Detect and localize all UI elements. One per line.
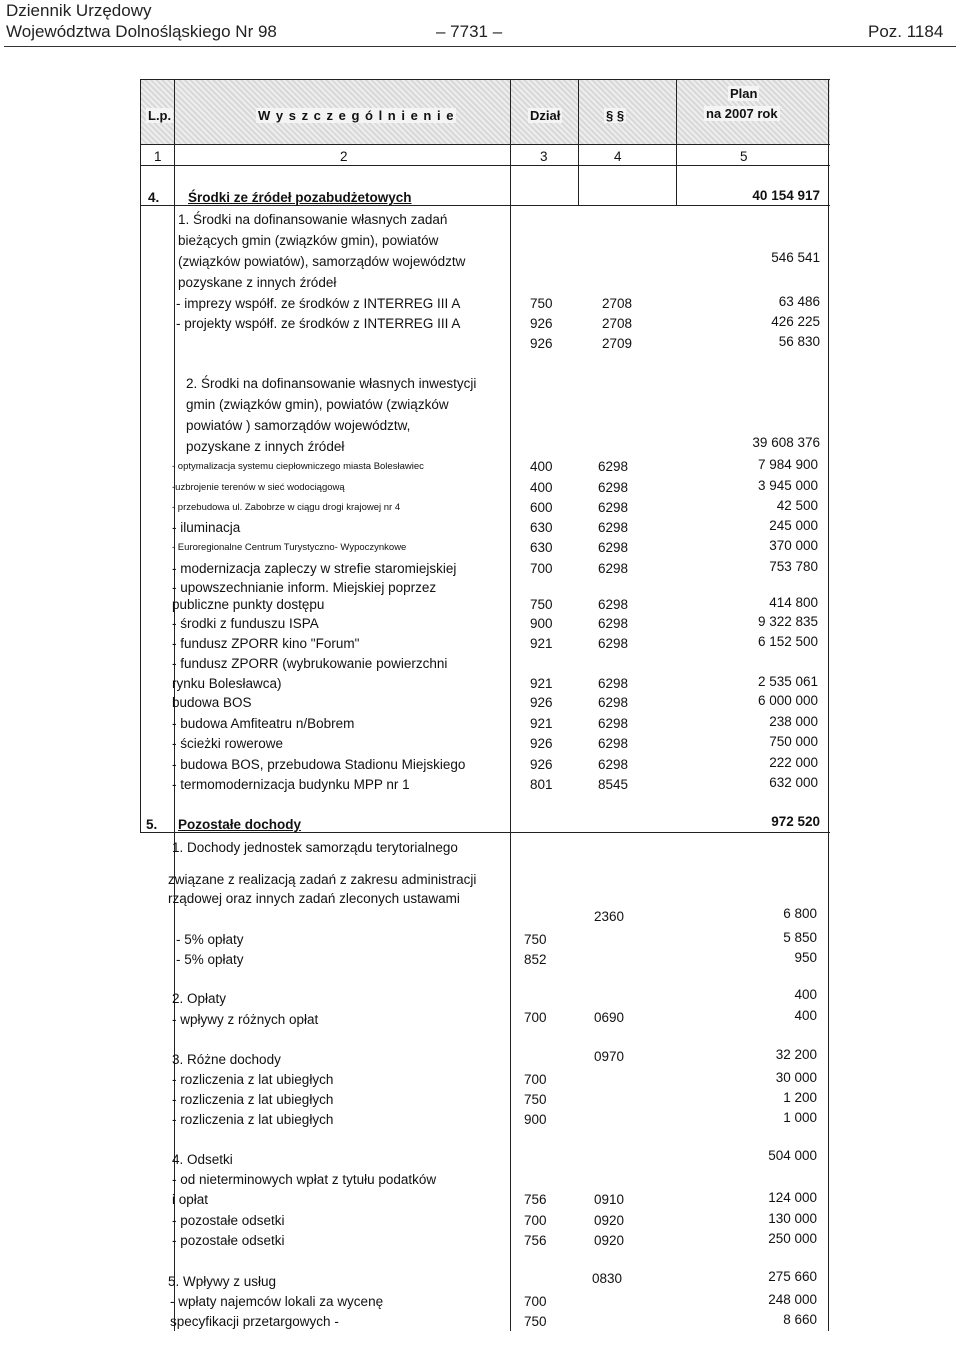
s4-sub1-line2: bieżących gmin (związków gmin), powiatów <box>178 233 439 248</box>
row-paragraf: 6298 <box>598 500 629 515</box>
journal-subtitle: Województwa Dolnośląskiego Nr 98 <box>6 22 277 41</box>
s5-sub1-total: 6 800 <box>783 906 817 921</box>
row-plan: 370 000 <box>769 538 818 553</box>
row-plan: 1 000 <box>783 1110 817 1125</box>
page-number: – 7731 – <box>436 22 503 41</box>
s5-sub5-par: 0830 <box>592 1271 623 1286</box>
s5-sub2-item-par: 0690 <box>594 1010 625 1025</box>
s5-sub2-item-plan: 400 <box>794 1008 817 1023</box>
row-dzial: 852 <box>524 952 547 967</box>
row-dzial: 750 <box>530 597 553 612</box>
row-paragraf: 6298 <box>598 561 629 576</box>
row-dzial: 921 <box>530 676 553 691</box>
row-plan: 130 000 <box>768 1211 817 1226</box>
row-paragraf: 0920 <box>594 1213 625 1228</box>
row-label: - iluminacja <box>172 520 241 535</box>
row-dzial: 400 <box>530 480 553 495</box>
row-label: - ścieżki rowerowe <box>172 736 284 751</box>
s4-sub1-total: 546 541 <box>771 250 820 265</box>
row-plan: 63 486 <box>778 294 820 309</box>
row-dzial: 700 <box>524 1072 547 1087</box>
row-dzial: 400 <box>530 459 553 474</box>
row-plan: 238 000 <box>769 714 818 729</box>
section4-title: Środki ze źródeł pozabudżetowych <box>188 190 412 205</box>
row-paragraf: 0910 <box>594 1192 625 1207</box>
row-label: -uzbrojenie terenów w sieć wodociągową <box>172 482 345 493</box>
header-plan: Plan <box>730 86 758 101</box>
row-paragraf: 6298 <box>598 716 629 731</box>
s5-sub4-total: 504 000 <box>768 1148 817 1163</box>
s5-sub5-total: 275 660 <box>768 1269 817 1284</box>
row-dzial: 750 <box>524 1092 547 1107</box>
description-column-border <box>510 79 511 1331</box>
row-plan: 8 660 <box>783 1312 817 1327</box>
dzial-column-border <box>578 79 579 205</box>
row-label: - imprezy współf. ze środków z INTERREG III A <box>176 296 461 311</box>
row-label: specyfikacji przetargowych - <box>170 1314 339 1329</box>
row-label: - wpłaty najemców lokali za wycenę <box>170 1294 384 1309</box>
row-plan: 42 500 <box>776 498 818 513</box>
row-plan: 3 945 000 <box>757 478 818 493</box>
row-plan: 426 225 <box>771 314 820 329</box>
row-paragraf: 6298 <box>598 520 629 535</box>
row-dzial: 926 <box>530 757 553 772</box>
colnum-2: 2 <box>340 149 348 164</box>
row-label: - fundusz ZPORR kino "Forum" <box>172 636 360 651</box>
row-paragraf: 6298 <box>598 676 629 691</box>
row-label: - rozliczenia z lat ubiegłych <box>172 1092 334 1107</box>
header-divider <box>4 46 956 47</box>
row-label: - budowa BOS, przebudowa Stadionu Miejskiego <box>172 757 466 772</box>
colnum-4: 4 <box>614 149 622 164</box>
row-label: rynku Bolesławca) <box>172 676 282 691</box>
row-label: - fundusz ZPORR (wybrukowanie powierzchni <box>172 656 448 671</box>
row-dzial: 630 <box>530 520 553 535</box>
s5-sub3-par: 0970 <box>594 1049 625 1064</box>
row-plan: 2 535 061 <box>757 674 818 689</box>
header-description: W y s z c z e g ó l n i e n i e <box>258 108 455 123</box>
row-label: - optymalizacja systemu ciepłowniczego miasta Bolesławiec <box>172 461 424 472</box>
row-dzial: 700 <box>524 1213 547 1228</box>
row-plan: 222 000 <box>769 755 818 770</box>
s4-sub2-line2: gmin (związków gmin), powiatów (związków <box>186 397 449 412</box>
row-dzial: 630 <box>530 540 553 555</box>
s4-sub1-line4: pozyskane z innych źródeł <box>178 275 337 290</box>
row-paragraf: 6298 <box>598 695 629 710</box>
s5-sub3-total: 32 200 <box>775 1047 817 1062</box>
header-dzial: Dział <box>530 108 561 123</box>
row-label: - 5% opłaty <box>176 952 244 967</box>
s5-sub5-title: 5. Wpływy z usług <box>168 1274 277 1289</box>
s5-sub4-title: 4. Odsetki <box>172 1152 233 1167</box>
row-plan: 750 000 <box>769 734 818 749</box>
right-border <box>828 79 829 1331</box>
row-label: - budowa Amfiteatru n/Bobrem <box>172 716 355 731</box>
row-label: - Euroregionalne Centrum Turystyczno- Wypoczynkowe <box>172 542 407 553</box>
row-plan: 250 000 <box>768 1231 817 1246</box>
section5-number: 5. <box>146 817 158 832</box>
row-dzial: 900 <box>530 616 553 631</box>
row-label: - modernizacja zapleczy w strefie staromiejskiej <box>172 561 457 576</box>
paragraf-column-border <box>676 79 677 205</box>
row-paragraf: 6298 <box>598 736 629 751</box>
left-border <box>140 79 141 833</box>
row-paragraf: 2708 <box>602 316 633 331</box>
section4-number: 4. <box>148 190 160 205</box>
s5-sub1-line1: 1. Dochody jednostek samorządu terytorialnego <box>172 840 458 855</box>
s5-sub2-title: 2. Opłaty <box>172 991 227 1006</box>
colnum-5: 5 <box>740 149 748 164</box>
colnum-3: 3 <box>540 149 548 164</box>
row-plan: 414 800 <box>769 595 818 610</box>
row-plan: 30 000 <box>775 1070 817 1085</box>
row-paragraf: 6298 <box>598 757 629 772</box>
row-dzial: 756 <box>524 1233 547 1248</box>
section5-title: Pozostałe dochody <box>178 817 302 832</box>
row-label: - rozliczenia z lat ubiegłych <box>172 1072 334 1087</box>
row-plan: 245 000 <box>769 518 818 533</box>
row-paragraf: 6298 <box>598 540 629 555</box>
row-label: budowa BOS <box>172 695 252 710</box>
row-label: - pozostałe odsetki <box>172 1213 285 1228</box>
row-label: - upowszechnianie inform. Miejskiej poprzez <box>172 580 437 595</box>
row-plan: 632 000 <box>769 775 818 790</box>
table-top-border <box>140 79 830 80</box>
s5-sub2-item-label: - wpływy z różnych opłat <box>172 1012 319 1027</box>
s4-sub2-line1: 2. Środki na dofinansowanie własnych inwestycji <box>186 376 477 391</box>
row-paragraf: 6298 <box>598 480 629 495</box>
header-lp: L.p. <box>148 108 172 123</box>
s4-sub1-line3: (związków powiatów), samorządów województw <box>178 254 466 269</box>
row-paragraf: 6298 <box>598 636 629 651</box>
s5-sub2-item-dzial: 700 <box>524 1010 547 1025</box>
row-dzial: 750 <box>530 296 553 311</box>
row-paragraf: 6298 <box>598 616 629 631</box>
row-paragraf: 2708 <box>602 296 633 311</box>
row-plan: 950 <box>794 950 817 965</box>
row-paragraf: 0920 <box>594 1233 625 1248</box>
row-label: - przebudowa ul. Zabobrze w ciągu drogi krajowej nr 4 <box>172 502 401 513</box>
row-paragraf: 8545 <box>598 777 629 792</box>
row-plan: 7 984 900 <box>757 457 818 472</box>
row-dzial: 600 <box>530 500 553 515</box>
header-bottom-border <box>140 144 830 145</box>
s4-sub2-line4: pozyskane z innych źródeł <box>186 439 345 454</box>
row-plan: 124 000 <box>768 1190 817 1205</box>
row-dzial: 801 <box>530 777 553 792</box>
row-label: i opłat <box>172 1192 209 1207</box>
colnum-1: 1 <box>154 149 162 164</box>
section4-total: 40 154 917 <box>752 188 820 203</box>
s5-sub1-line2: związane z realizacją zadań z zakresu administracji <box>168 872 477 887</box>
row-dzial: 921 <box>530 716 553 731</box>
row-plan: 5 850 <box>783 930 817 945</box>
s4-sub2-total: 39 608 376 <box>752 435 820 450</box>
row-paragraf: 2709 <box>602 336 633 351</box>
row-dzial: 926 <box>530 695 553 710</box>
row-dzial: 700 <box>530 561 553 576</box>
s5-sub2-total: 400 <box>794 987 817 1002</box>
row-label: publiczne punkty dostępu <box>172 597 325 612</box>
header-paragraf: § § <box>606 108 625 123</box>
row-label: - środki z funduszu ISPA <box>172 616 319 631</box>
row-dzial: 926 <box>530 736 553 751</box>
header-plan-year: na 2007 rok <box>706 106 778 121</box>
row-dzial: 926 <box>530 316 553 331</box>
row-label: - pozostałe odsetki <box>172 1233 285 1248</box>
row-label: - termomodernizacja budynku MPP nr 1 <box>172 777 410 792</box>
s5-sub1-line3: rządowej oraz innych zadań zleconych ustawami <box>168 891 460 906</box>
row-plan: 56 830 <box>778 334 820 349</box>
row-plan: 6 000 000 <box>757 693 818 708</box>
row-dzial: 756 <box>524 1192 547 1207</box>
s4-sub2-line3: powiatów ) samorządów województw, <box>186 418 411 433</box>
s5-sub3-title: 3. Różne dochody <box>172 1052 281 1067</box>
row-paragraf: 6298 <box>598 459 629 474</box>
s5-sub1-par: 2360 <box>594 909 625 924</box>
section5-total: 972 520 <box>771 814 820 829</box>
row-dzial: 921 <box>530 636 553 651</box>
row-dzial: 750 <box>524 932 547 947</box>
row-label: - od nieterminowych wpłat z tytułu podatków <box>172 1172 437 1187</box>
s4-sub1-line1: 1. Środki na dofinansowanie własnych zadań <box>178 212 448 227</box>
row-dzial: 900 <box>524 1112 547 1127</box>
row-plan: 248 000 <box>768 1292 817 1307</box>
row-paragraf: 6298 <box>598 597 629 612</box>
row-dzial: 926 <box>530 336 553 351</box>
row-label: - projekty współf. ze środków z INTERREG III A <box>176 316 461 331</box>
row-label: - rozliczenia z lat ubiegłych <box>172 1112 334 1127</box>
position-number: Poz. 1184 <box>868 22 944 41</box>
row-plan: 9 322 835 <box>757 614 818 629</box>
row-plan: 6 152 500 <box>757 634 818 649</box>
row-label: - 5% opłaty <box>176 932 244 947</box>
row-dzial: 750 <box>524 1314 547 1329</box>
journal-title: Dziennik Urzędowy <box>6 1 152 20</box>
row-plan: 753 780 <box>769 559 818 574</box>
row-plan: 1 200 <box>783 1090 817 1105</box>
row-dzial: 700 <box>524 1294 547 1309</box>
colnum-bottom-border <box>140 165 830 166</box>
